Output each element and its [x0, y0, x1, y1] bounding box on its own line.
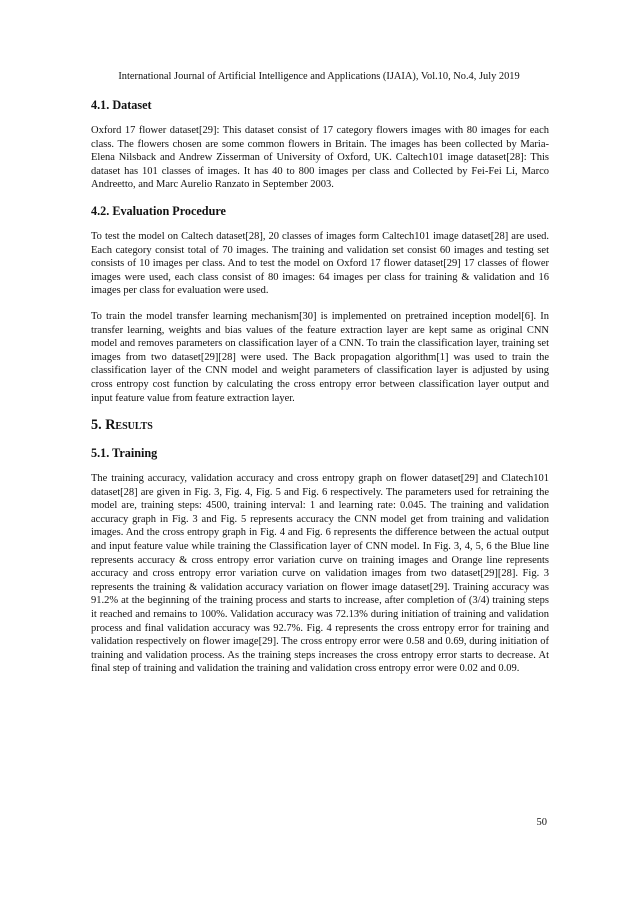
paragraph-training: The training accuracy, validation accuracy and cross entropy graph on flower dataset[29] and Clatech101 dataset[28] are given in Fig. 3, Fig. 4, Fig. 5 and Fig. 6 respectively. The parameters used for retraining the model are, training steps: 4500, training interval: 1 and learning rate: 0.045. The training and validation accuracy graph in Fig. 3 and Fig. 5 represents accuracy the CNN model get from training and validation images. And the cross entropy graph in Fig. 4 and Fig. 6 represents the difference between the actual output and input feature value while training the Classification layer of CNN model. In Fig. 3, 4, 5, 6 the Blue line represents accuracy & cross entropy error variation curve on training images and Orange line represents accuracy and cross entropy error variation curve on validation images from two dataset[29][28]. Fig. 3 represents the training & validation accuracy variation on flower image dataset[29]. Training accuracy was 91.2% at the beginning of the training process and starts to increase, after completion of (3/4) training steps it reached and remains to 100%. Validation accuracy was 72.13% during initiation of training and validation process and final validation accuracy was 92.7%. Fig. 4 represents the cross entropy error for training and validation respectively on flower image[29]. The cross entropy error were 0.58 and 0.69, during initiation of training and validation process. As the training steps increases the cross entropy error starts to decrease. At final step of training and validation the training and validation cross entropy error were 0.02 and 0.09. — [91, 473, 549, 675]
section-heading-results — [91, 417, 549, 434]
running-header: International Journal of Artificial Intelligence and Applications (IJAIA), Vol.10, No.4, July 2019 — [118, 71, 520, 82]
section-heading-training: 5.1. Training — [91, 446, 158, 461]
paragraph-evaluation-1: To test the model on Caltech dataset[28], 20 classes of images form Caltech101 image dataset[28] are used. Each category consist total of 70 images. The training and validation set consist 60 images and testing set consists of 10 images per class. And to test the model on Oxford 17 flower dataset[29] 17 classes of flower images were used, each class consist of 80 images: 64 images per class for training & validation and 16 images per class for evaluation were used. — [91, 230, 549, 297]
results-title: Results — [105, 417, 153, 434]
paragraph-dataset: Oxford 17 flower dataset[29]: This dataset consist of 17 category flowers images with 80 images for each class. The flowers chosen are some common flowers in Britain. The images has been collected by Maria-Elena Nilsback and Andrew Zisserman of University of Oxford, UK. Caltech101 image dataset[28]: This dataset has 101 classes of images. It has 40 to 800 images per class and Collected by Fei-Fei Li, Marco Andreetto, and Marc Aurelio Ranzato in September 2003. — [91, 125, 549, 191]
section-heading-evaluation: 4.2. Evaluation Procedure — [91, 203, 226, 218]
main-content — [91, 98, 549, 688]
results-number: 5. — [91, 417, 102, 434]
section-heading-dataset: 4.1. Dataset — [91, 98, 152, 112]
page-number: 50 — [536, 817, 547, 828]
paragraph-evaluation-2: To train the model transfer learning mechanism[30] is implemented on pretrained inception model[6]. In transfer learning, weights and bias values of the feature extraction layer are kept same as original CNN model and removes parameters on classification layer of a CNN. To train the classification layer, training set images from two dataset[29][28] were used. The Back propagation algorithm[1] was used to train the classification layer of the CNN model and weight parameters of classification layer is adjusted by using cross entropy cost function by calculating the cross entropy error between classification layer output and input feature value from feature extraction layer. — [91, 310, 549, 404]
